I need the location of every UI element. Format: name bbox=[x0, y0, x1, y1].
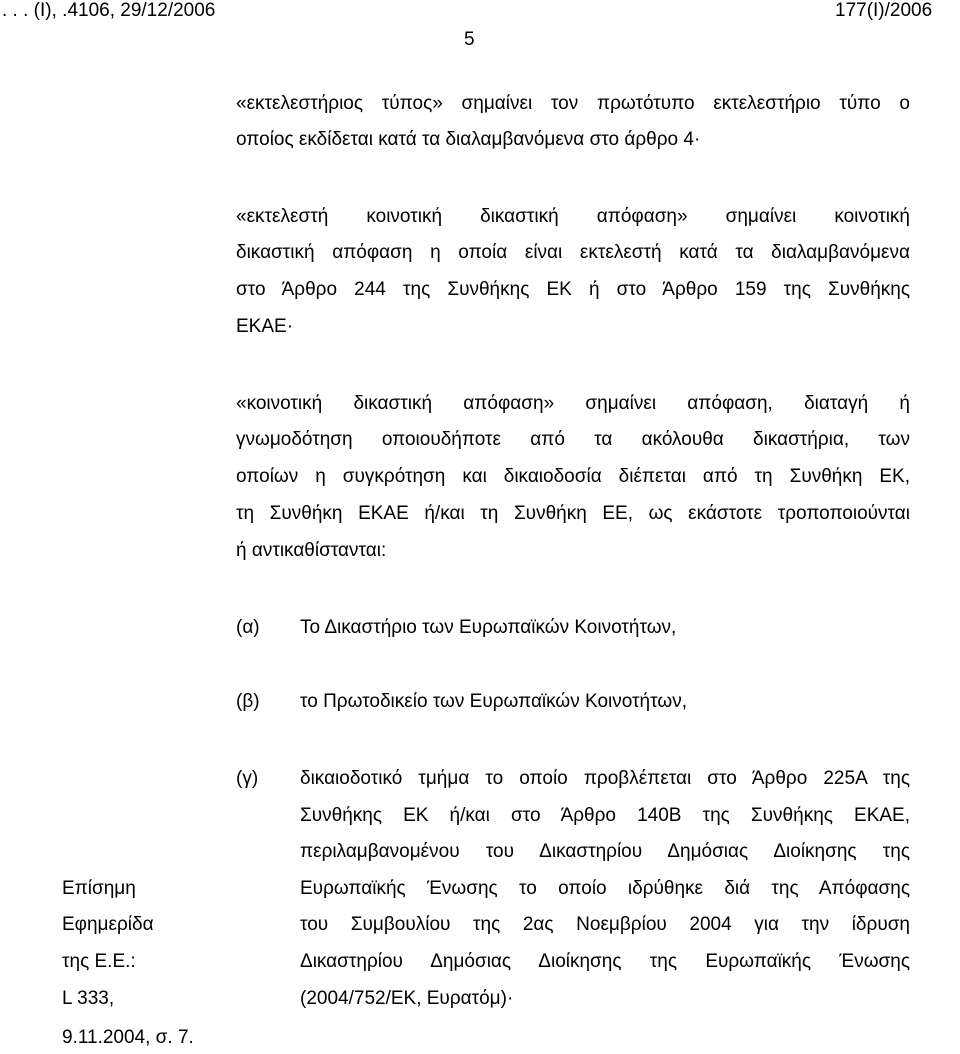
definition-line: ΕΚΑΕ· bbox=[236, 316, 294, 337]
margin-note-line: L 333, bbox=[62, 988, 115, 1009]
definition-line: οποίων η συγκρότηση και δικαιοδοσία διέπεται από τη Συνθήκη ΕΚ, bbox=[236, 466, 910, 487]
gazette-header: . . . (Ι), .4106, 29/12/2006 bbox=[2, 0, 216, 21]
definition-line: στο Άρθρο 244 της Συνθήκης ΕΚ ή στο Άρθρο 159 της Συνθήκης bbox=[236, 279, 910, 300]
item-text: Το Δικαστήριο των Ευρωπαϊκών Κοινοτήτων, bbox=[300, 617, 677, 638]
item-text: Ευρωπαϊκής Ένωσης το οποίο ιδρύθηκε διά της Απόφασης bbox=[300, 878, 910, 899]
page-number: 5 bbox=[464, 29, 475, 50]
item-text: του Συμβουλίου της 2ας Νοεμβρίου 2004 για την ίδρυση bbox=[300, 914, 910, 935]
item-label: (γ) bbox=[236, 768, 259, 789]
definition-line: «εκτελεστήριος τύπος» σημαίνει τον πρωτότυπο εκτελεστήριο τύπο ο bbox=[236, 93, 910, 114]
item-label: (α) bbox=[236, 617, 260, 638]
item-text: (2004/752/ΕΚ, Ευρατόμ)· bbox=[300, 988, 514, 1009]
item-text: Δικαστηρίου Δημόσιας Διοίκησης της Ευρωπαϊκής Ένωσης bbox=[300, 951, 910, 972]
margin-note-line: Επίσημη bbox=[62, 878, 136, 899]
definition-line: δικαστική απόφαση η οποία είναι εκτελεστή κατά τα διαλαμβανόμενα bbox=[236, 242, 910, 263]
definition-line: οποίος εκδίδεται κατά τα διαλαμβανόμενα στο άρθρο 4· bbox=[236, 129, 701, 150]
item-text: Συνθήκης ΕΚ ή/και στο Άρθρο 140Β της Συνθήκης ΕΚΑΕ, bbox=[300, 805, 910, 826]
definition-line: τη Συνθήκη ΕΚΑΕ ή/και τη Συνθήκη ΕΕ, ως εκάστοτε τροποποιούνται bbox=[236, 503, 910, 524]
definition-line: γνωμοδότηση οποιουδήποτε από τα ακόλουθα δικαστήρια, των bbox=[236, 429, 910, 450]
item-text: δικαιοδοτικό τμήμα το οποίο προβλέπεται στο Άρθρο 225Α της bbox=[300, 768, 910, 789]
margin-note-line: Εφημερίδα bbox=[62, 914, 154, 935]
margin-note-line: της Ε.Ε.: bbox=[62, 951, 136, 972]
item-label: (β) bbox=[236, 691, 260, 712]
item-text: περιλαμβανομένου του Δικαστηρίου Δημόσιας Διοίκησης της bbox=[300, 841, 910, 862]
definition-line: ή αντικαθίστανται: bbox=[236, 540, 387, 561]
law-number: 177(Ι)/2006 bbox=[835, 0, 933, 21]
item-text: το Πρωτοδικείο των Ευρωπαϊκών Κοινοτήτων, bbox=[300, 691, 687, 712]
definition-line: «κοινοτική δικαστική απόφαση» σημαίνει απόφαση, διαταγή ή bbox=[236, 393, 910, 414]
margin-note-line: 9.11.2004, σ. 7. bbox=[62, 1027, 194, 1048]
definition-line: «εκτελεστή κοινοτική δικαστική απόφαση» σημαίνει κοινοτική bbox=[236, 206, 910, 227]
